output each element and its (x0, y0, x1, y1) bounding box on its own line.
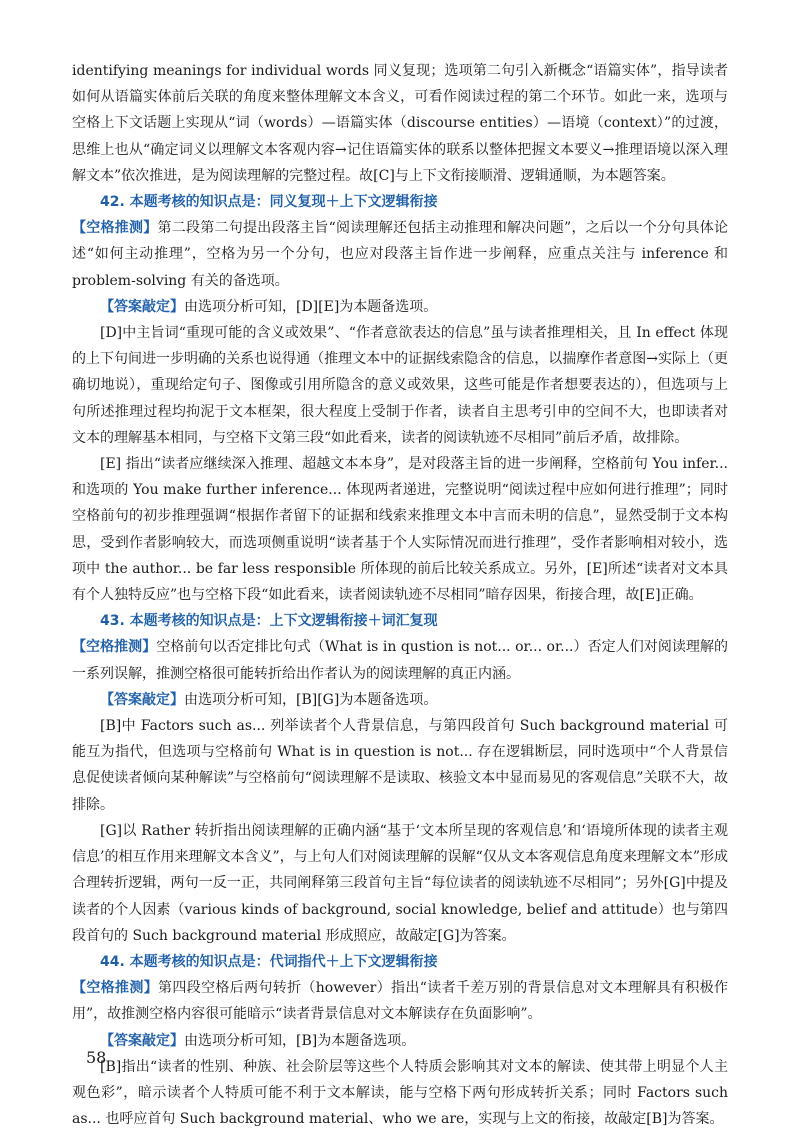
q43-option-g-analysis: [G]以 Rather 转折指出阅读理解的正确内涵“基于‘文本所呈现的客观信息’和‘语境所体现的读者主观信息’的相互作用来理解文本含义”，与上句人们对阅读理解的误解“仅从文本客观信息角度来理解文本”形成合理转折逻辑，两句一反一正，共同阐释第三段首句主旨“每位读者的阅读轨迹不尽相同”；另外[G]中提及读者的个人因素（various kinds of background, social knowledge, belief and attitude）也与第四段首句的 Such background material 形成照应，故敲定[G]为答案。 (72, 822, 728, 944)
q42-option-d-analysis: [D]中主旨词“重现可能的含义或效果”、“作者意欲表达的信息”虽与读者推理相关，且 In effect 体现的上下句间进一步明确的关系也说得通（推理文本中的证据线索隐含的信息，以揣摩作者意图→实际上（更确切地说），重现给定句子、图像或引用所隐含的意义或效果，这些可能是作者想要表达的），但选项与上句所述推理过程均拘泥于文本框架，很大程度上受制于作者，读者自主思考引申的空间不大，也即读者对文本的理解基本相同，与空格下文第三段“如此看来，读者的阅读轨迹不尽相同”前后矛盾，故排除。 (72, 325, 728, 446)
q44-answer-text: 由选项分析可知，[B]为本题备选项。 (184, 1032, 416, 1049)
q42-option-e-analysis: [E] 指出“读者应继续深入推理、超越文本本身”，是对段落主旨的进一步阐释，空格前句 You infer... 和选项的 You make further inference... 体现两者递进，完整说明“阅读过程中应如何进行推理”；同时空格前句的初步推理强调“根据作者留下的证据和线索来推理文本中言而未明的信息”，显然受制于文本构思，受到作者影响较大，而选项侧重说明“读者基于个人实际情况而进行推理”，受作者影响相对较小，选项中 the author... be far less responsible 所体现的前后比较关系成立。另外，[E]所述“读者对文本具有个人独特反应”也与空格下段“如此看来，读者阅读轨迹不尽相同”暗存因果，衔接合理，故[E]正确。 (72, 456, 728, 604)
page-number: 58 (86, 1048, 107, 1067)
q44-blank-analysis (72, 975, 728, 1027)
q42-answer-line (72, 294, 728, 320)
q42-blank-analysis (72, 215, 728, 294)
q43-answer-line (72, 687, 728, 713)
question-44-section (72, 949, 728, 1132)
blank-inference-tag: 【空格推测】 (72, 639, 157, 656)
blank-inference-tag: 【空格推测】 (72, 220, 158, 237)
question-42-section (72, 189, 728, 608)
answer-confirm-tag: 【答案敲定】 (100, 1032, 184, 1049)
question-43-section (72, 608, 728, 949)
q43-option-b-analysis: [B]中 Factors such as... 列举读者个人背景信息，与第四段首句 Such background material 可能互为指代，但选项与空格前句 What is in question is not... 存在逻辑断层，同时选项中“个人背景信息促使读者倾向某种解读”与空格前句“阅读理解不是读取、核验文本中显而易见的客观信息”关联不大，故排除。 (72, 718, 728, 813)
q44-blank-text: 第四段空格后两句转折（however）指出“读者千差万别的背景信息对文本理解具有积极作用”，故推测空格内容很可能暗示“读者背景信息对文本解读存在负面影响”。 (72, 980, 729, 1023)
question-44-heading: 44. 本题考核的知识点是：代词指代＋上下文逻辑衔接 (100, 953, 438, 970)
q44-option-b-analysis: [B]指出“读者的性别、种族、社会阶层等这些个人特质会影响其对文本的解读、使其带上明显个人主观色彩”，暗示读者个人特质可能不利于文本解读，能与空格下两句形成转折关系；同时 Factors such as... 也呼应首句 Such background material、who we are，实现与上文的衔接，故敲定[B]为答案。 (72, 1058, 728, 1128)
q43-blank-text: 空格前句以否定排比句式（What is in qustion is not... or... or...）否定人们对阅读理解的一系列误解，推测空格很可能转折给出作者认为的阅读理解的真正内涵。 (72, 639, 728, 682)
intro-paragraph: identifying meanings for individual words 同义复现；选项第二句引入新概念“语篇实体”，指导读者如何从语篇实体前后关联的角度来整体理解文本含义，可看作阅读过程的第二个环节。如此一来，选项与空格上下文话题上实现从“词（words）—语篇实体（discourse entities）—语境（context）”的过渡，思维上也从“确定词义以理解文本客观内容→记住语篇实体的联系以整体把握文本要义→推理语境以深入理解文本”依次推进，是为阅读理解的完整过程。故[C]与上下文衔接顺滑、逻辑通顺，为本题答案。 (72, 63, 728, 184)
blank-inference-tag: 【空格推测】 (72, 980, 159, 997)
q43-blank-analysis (72, 634, 728, 686)
answer-confirm-tag: 【答案敲定】 (100, 691, 184, 708)
question-43-heading: 43. 本题考核的知识点是：上下文逻辑衔接＋词汇复现 (100, 613, 438, 630)
q42-answer-text: 由选项分析可知，[D][E]为本题备选项。 (184, 298, 438, 315)
q44-answer-line (72, 1028, 728, 1054)
answer-confirm-tag: 【答案敲定】 (100, 298, 184, 315)
q42-blank-text: 第二段第二句提出段落主旨“阅读理解还包括主动推理和解决问题”，之后以一个分句具体论述“如何主动推理”，空格为另一个分句，也应对段落主旨作进一步阐释，应重点关注与 inference 和 problem-solving 有关的备选项。 (72, 220, 729, 289)
q43-answer-text: 由选项分析可知，[B][G]为本题备选项。 (184, 691, 438, 708)
question-42-heading: 42. 本题考核的知识点是：同义复现＋上下文逻辑衔接 (100, 194, 438, 211)
